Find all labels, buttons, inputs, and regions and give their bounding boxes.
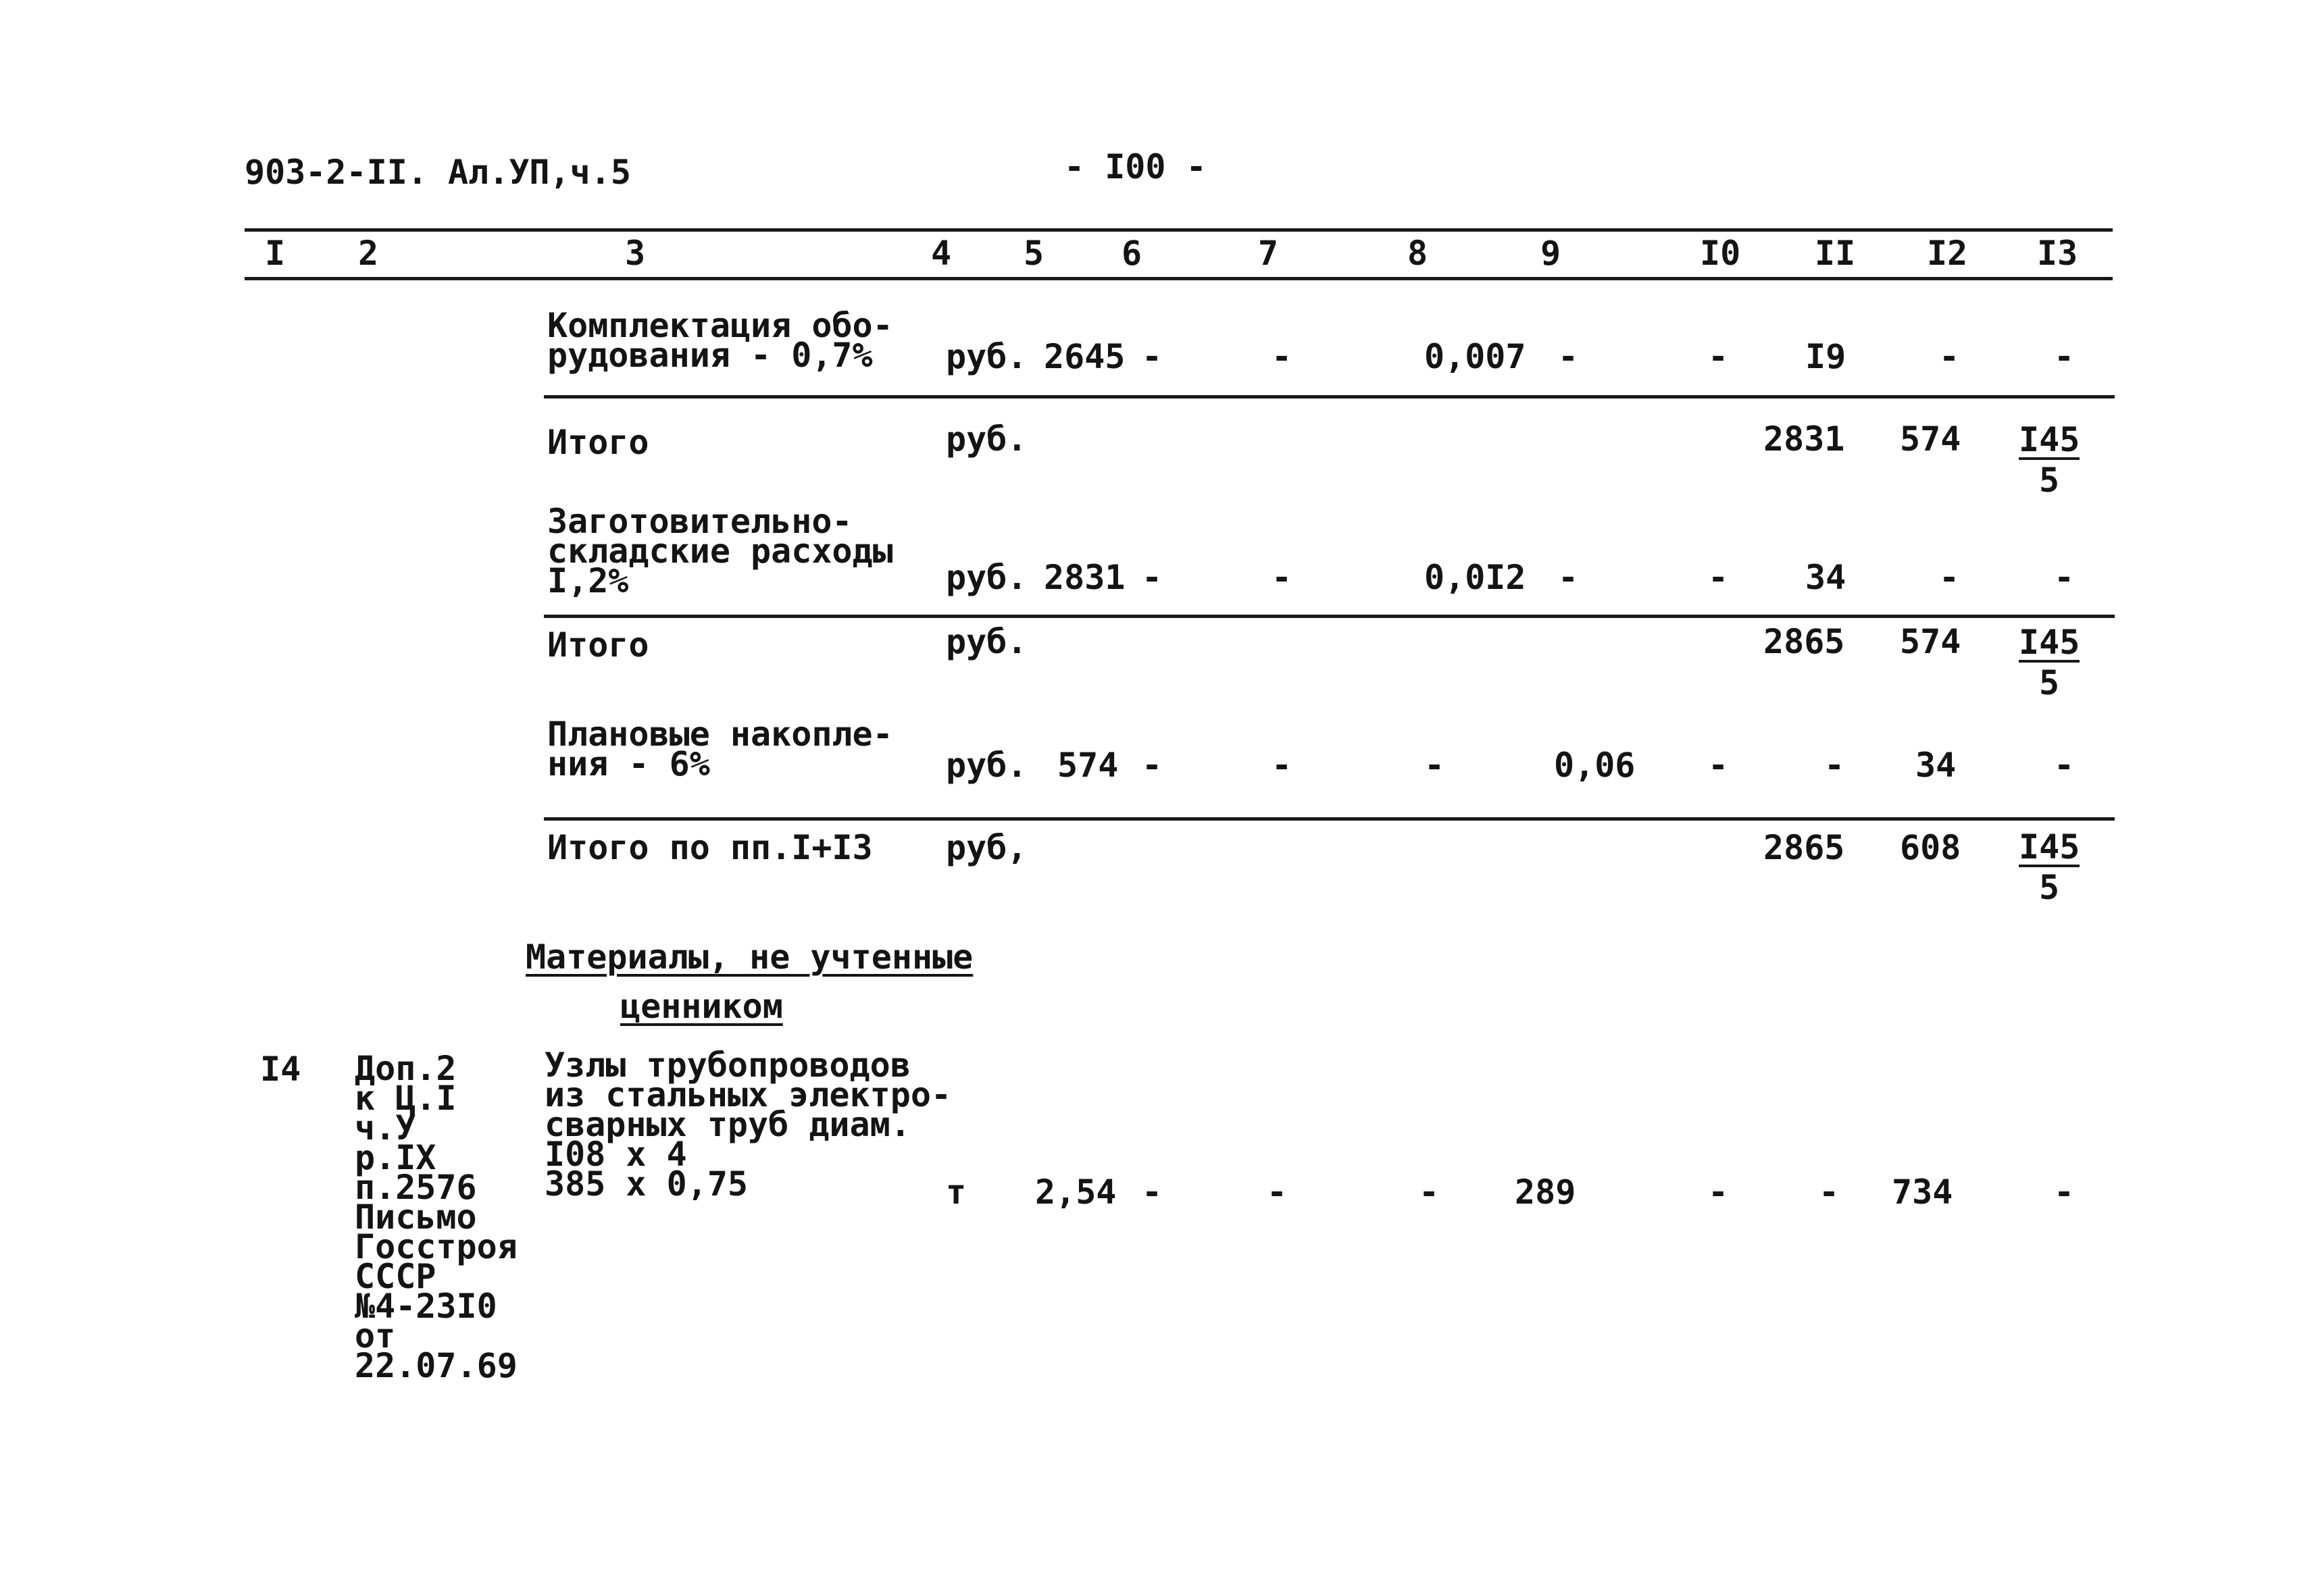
cell-col5: 574	[1057, 746, 1119, 785]
page-number: - I00 -	[1064, 147, 1207, 186]
cell-col8: -	[1424, 746, 1445, 785]
column-header: I	[265, 234, 286, 273]
cell-col10: -	[1708, 558, 1729, 597]
column-header: 5	[1024, 234, 1045, 273]
column-header: II	[1815, 234, 1856, 273]
column-header: 4	[931, 234, 952, 273]
fraction-numerator: I45	[2019, 827, 2080, 867]
cell-col11: -	[1824, 746, 1845, 785]
column-header: I3	[2037, 234, 2078, 273]
cell-col8: -	[1419, 1173, 1440, 1212]
cell-col12: 734	[1892, 1173, 1953, 1212]
cell-col8: 0,0I2	[1424, 558, 1526, 597]
cell-col13: -	[2054, 558, 2075, 597]
row-separator-rule	[544, 817, 2115, 821]
row-unit: руб.	[946, 419, 1028, 459]
row-unit: руб.	[946, 558, 1028, 597]
item-description: Узлы трубопроводов из стальных электро- сварных труб диам. I08 x 4 385 x 0,75	[545, 1046, 952, 1204]
document-code: 903-2-II. Ал.УП,ч.5	[245, 153, 631, 192]
cell-col11: 2865	[1763, 622, 1845, 661]
cell-col13-fraction	[2019, 829, 2080, 908]
cell-col13-fraction	[2019, 422, 2080, 500]
fraction-denominator: 5	[2038, 461, 2060, 500]
cell-col11: 34	[1805, 558, 1846, 597]
section-heading-cont: ценником	[620, 987, 783, 1026]
cell-col9: 0,06	[1554, 746, 1636, 785]
column-header: 6	[1122, 234, 1142, 273]
cell-col13-fraction	[2019, 625, 2080, 703]
cell-col7: -	[1272, 337, 1292, 376]
cell-col12: 574	[1900, 622, 1961, 661]
row-description: Итого	[547, 625, 649, 665]
row-description: Плановые накопле- ния - 6%	[547, 715, 893, 783]
cell-col10: -	[1708, 1173, 1729, 1212]
column-header: 8	[1407, 234, 1428, 273]
cell-col10: -	[1708, 337, 1729, 376]
fraction-numerator: I45	[2019, 623, 2080, 662]
column-header: 7	[1258, 234, 1279, 273]
column-header: 9	[1540, 234, 1561, 273]
row-unit: руб,	[946, 828, 1028, 867]
row-unit: руб.	[946, 746, 1028, 785]
row-description: Итого по пп.I+I3	[547, 828, 873, 867]
section-heading: Материалы, не учтенные	[526, 937, 974, 977]
row-separator-rule	[544, 615, 2115, 618]
cell-col12: 608	[1900, 828, 1961, 867]
row-description: Итого	[547, 423, 649, 462]
column-header: I0	[1700, 234, 1741, 273]
row-description: Заготовительно- складские расходы I,2%	[547, 502, 893, 600]
cell-col7: -	[1272, 746, 1292, 785]
cell-col5: 2831	[1044, 558, 1126, 597]
table-header-rule	[245, 277, 2113, 280]
item-reference: Доп.2 к Ц.I ч.У р.IX п.2576 Письмо Госстроя СССР №4-23I0 от 22.07.69	[355, 1049, 518, 1385]
cell-col6: -	[1142, 337, 1163, 376]
cell-col10: -	[1708, 746, 1729, 785]
cell-col12: -	[1939, 337, 1960, 376]
cell-col11: -	[1819, 1173, 1840, 1212]
cell-col9: 289	[1515, 1173, 1576, 1212]
row-unit: т	[946, 1173, 967, 1212]
item-number: I4	[260, 1050, 301, 1089]
fraction-numerator: I45	[2019, 420, 2080, 459]
cell-col7: -	[1272, 558, 1292, 597]
cell-col5: 2645	[1044, 337, 1126, 376]
cell-col9: -	[1558, 337, 1579, 376]
cell-col11: I9	[1805, 337, 1846, 376]
row-unit: руб.	[946, 337, 1028, 376]
table-top-rule	[245, 228, 2113, 232]
cell-col6: -	[1142, 558, 1163, 597]
cell-col12: 34	[1915, 746, 1957, 785]
cell-col11: 2865	[1763, 828, 1845, 867]
cell-col13: -	[2054, 337, 2075, 376]
cell-col6: -	[1142, 746, 1163, 785]
cell-col12: 574	[1900, 419, 1961, 459]
cell-col13: -	[2054, 746, 2075, 785]
column-header: 2	[358, 234, 379, 273]
cell-col11: 2831	[1763, 419, 1845, 459]
fraction-denominator: 5	[2038, 663, 2060, 702]
row-description: Комплектация обо- рудования - 0,7%	[547, 306, 893, 375]
column-header: 3	[625, 234, 646, 273]
row-unit: руб.	[946, 622, 1028, 661]
fraction-denominator: 5	[2038, 868, 2060, 907]
cell-col8: 0,007	[1424, 337, 1526, 376]
cell-col7: -	[1267, 1173, 1288, 1212]
cell-col13: -	[2054, 1173, 2075, 1212]
cell-col5: 2,54	[1035, 1173, 1117, 1212]
cell-col12: -	[1939, 558, 1960, 597]
row-separator-rule	[544, 395, 2115, 398]
cell-col9: -	[1558, 558, 1579, 597]
cell-col6: -	[1142, 1173, 1163, 1212]
column-header: I2	[1927, 234, 1968, 273]
